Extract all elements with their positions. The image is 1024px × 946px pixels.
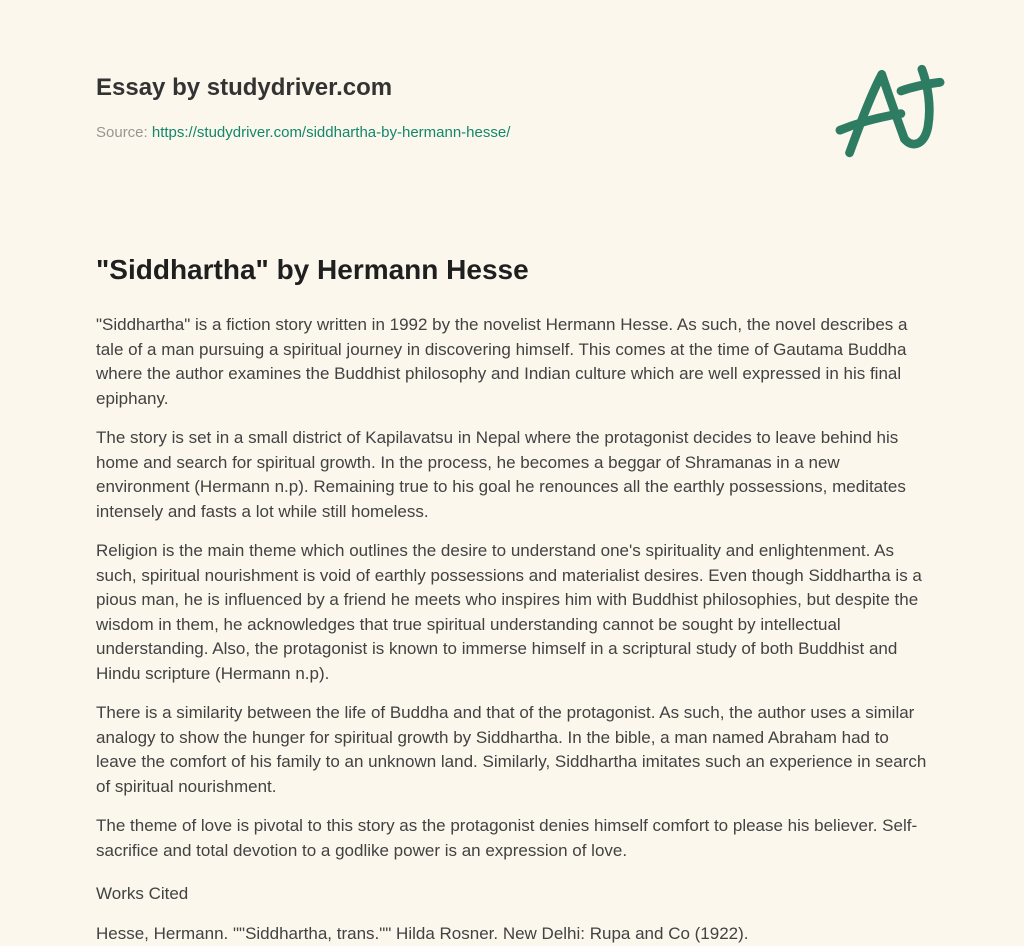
essay-paragraph: "Siddhartha" is a fiction story written in 1992 by the novelist Hermann Hesse. As such, the novel describes a tale of a man pursuing a spiritual journey in discovering himself. This comes at the time of Gautama Buddha where the author examines the Buddhist philosophy and Indian culture which are well expressed in his final epiphany. (96, 315, 908, 408)
logo-a-crossbar (840, 114, 901, 131)
logo-plus-bar (901, 82, 940, 91)
logo-a-right-stroke (882, 74, 905, 138)
source-url-link[interactable]: https://studydriver.com/siddhartha-by-hermann-hesse/ (151, 123, 511, 141)
header-title: Essay by studydriver.com (96, 74, 393, 101)
logo-a-left-stroke (850, 74, 882, 152)
works-cited-heading: Works Cited (96, 884, 189, 904)
essay-body (96, 313, 928, 946)
essay-title: "Siddhartha" by Hermann Hesse (96, 253, 529, 285)
essay-paragraph: Religion is the main theme which outlines the desire to understand one's spirituality and enlightenment. As such, spiritual nourishment is void of earthly possessions and materialist desires. Even though Siddhartha is a pious man, he is influenced by a friend he meets who inspires him with Buddhist philosophies, but despite the wisdom in them, he acknowledges that true spiritual understanding cannot be sought by intellectual understanding. Also, the protagonist is known to immerse himself in a scriptural study of both Buddhist and Hindu scripture (Hermann n.p). (96, 541, 922, 683)
essay-paragraph: The story is set in a small district of Kapilavatsu in Nepal where the protagonist decides to leave behind his home and search for spiritual growth. In the process, he becomes a beggar of Shramanas in a new environment (Hermann n.p). Remaining true to his goal he renounces all the earthly possessions, meditates intensely and fasts a lot while still homeless. (96, 428, 906, 521)
essay-paragraph: There is a similarity between the life of Buddha and that of the protagonist. As such, the author uses a similar analogy to show the hunger for spiritual growth by Siddhartha. In the bible, a man named Abraham had to leave the comfort of his family to an unknown land. Similarly, Siddhartha imitates such an experience in search of spiritual nourishment. (96, 703, 927, 796)
essay-paragraph: The theme of love is pivotal to this story as the protagonist denies himself comfort to please his believer. Self-sacrifice and total devotion to a godlike power is an expression of love. (96, 816, 918, 860)
source-line (96, 124, 928, 141)
source-label: Source: (96, 123, 148, 141)
a-plus-logo-icon (826, 62, 948, 167)
citation-line: Hesse, Hermann. ""Siddhartha, trans."" Hilda Rosner. New Delhi: Rupa and Co (1922). (96, 923, 749, 943)
